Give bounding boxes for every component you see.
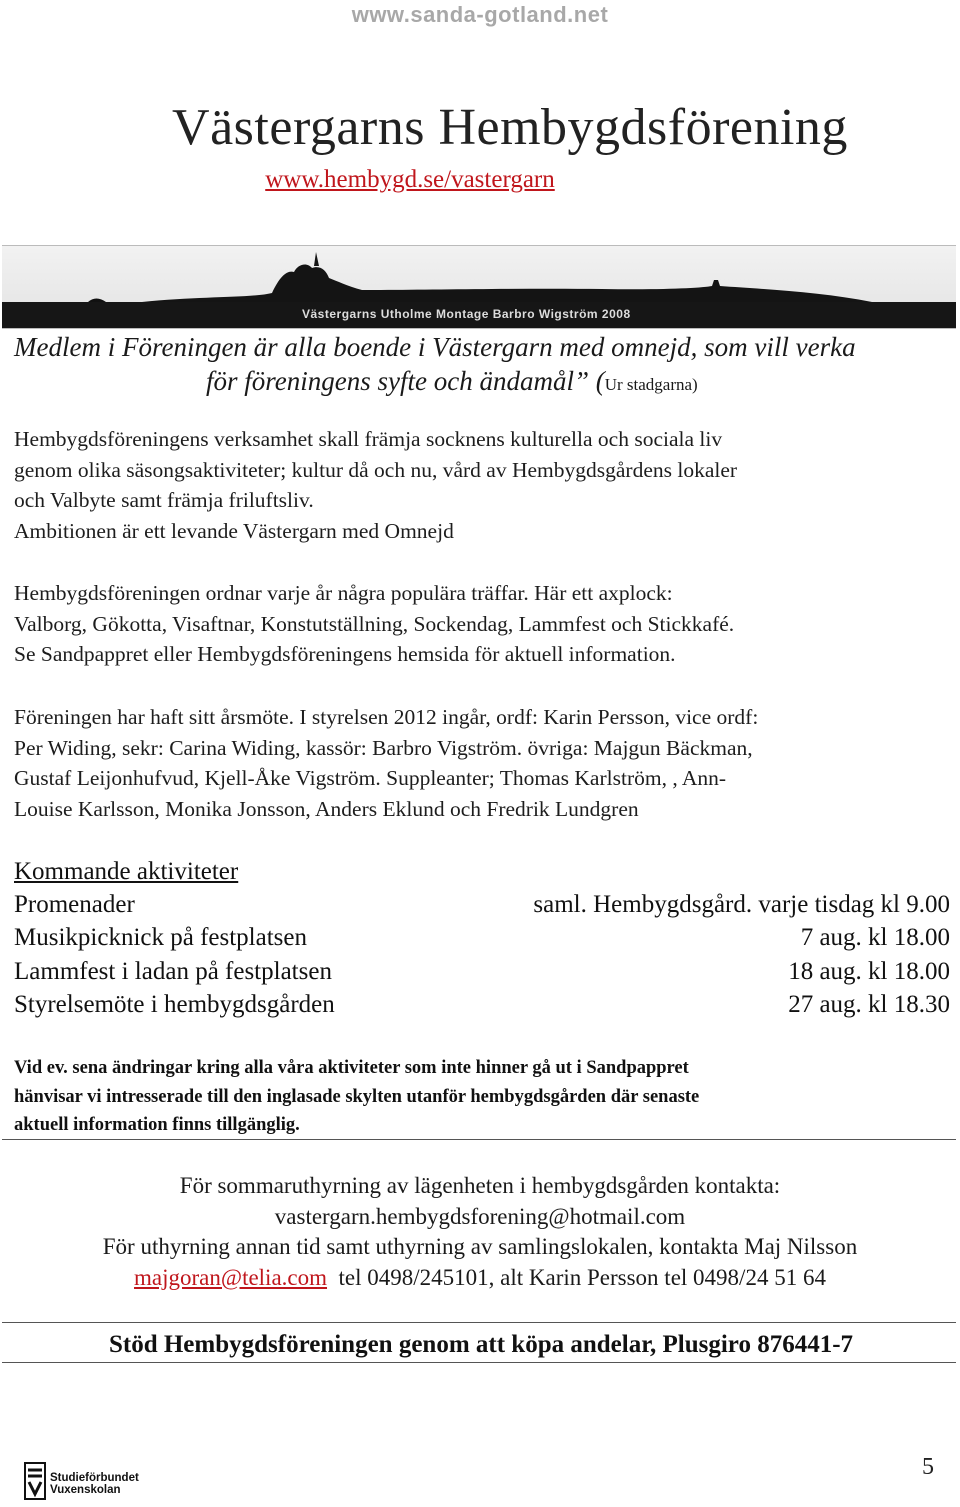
activity-row (14, 888, 950, 922)
activity-name: Lammfest i ladan på festplatsen (14, 957, 332, 985)
quote-source: Ur stadgarna) (604, 375, 698, 394)
support-text: Stöd Hembygdsföreningen genom att köpa andelar, Plusgiro 876441-7 (108, 1331, 854, 1358)
membership-quote (14, 330, 954, 402)
text-line: Louise Karlsson, Monika Jonsson, Anders Eklund och Fredrik Lundgren (14, 796, 639, 821)
activity-time: saml. Hembygdsgård. varje tisdag kl 9.00 (533, 890, 950, 918)
paragraph-board (14, 702, 949, 824)
activity-name: Styrelsemöte i hembygdsgården (14, 991, 335, 1019)
text-line: Per Widing, sekr: Carina Widing, kassör: Barbro Vigström. övriga: Majgun Bäckman, (14, 735, 753, 760)
text-line: För sommaruthyrning av lägenheten i hembygdsgården kontakta: (179, 1173, 781, 1198)
text-line: Föreningen har haft sitt årsmöte. I styrelsen 2012 ingår, ordf: Karin Persson, vice ordf: (14, 705, 759, 729)
text-line: Gustaf Leijonhufvud, Kjell-Åke Vigström. Suppleanter; Thomas Karlström, , Ann- (14, 766, 727, 790)
activities-table (14, 888, 950, 1022)
paragraph-purpose (14, 424, 949, 546)
text-line: Hembygdsföreningen ordnar varje år några populära träffar. Här ett axplock: (14, 581, 673, 605)
text-line: Vid ev. sena ändringar kring alla våra aktiviteter som inte hinner gå ut i Sandpappret (14, 1058, 689, 1078)
banner-caption: Västergarns Utholme Montage Barbro Wigström 2008 (302, 307, 631, 321)
changes-note (14, 1054, 944, 1140)
rental-email[interactable]: vastergarn.hembygdsforening@hotmail.com (274, 1203, 686, 1229)
text-line (0, 1263, 960, 1294)
text-line: och Valbyte samt främja friluftsliv. (14, 488, 314, 512)
page-number: 5 (922, 1454, 934, 1480)
website-link[interactable]: www.hembygd.se/vastergarn (265, 166, 555, 193)
activity-time: 18 aug. kl 18.00 (788, 957, 950, 985)
text-line: Se Sandpappret eller Hembygdsföreningens hemsida för aktuell information. (14, 642, 676, 666)
logo-icon (24, 1462, 48, 1502)
paragraph-events (14, 578, 949, 670)
landscape-banner (2, 245, 956, 329)
text-line: hänvisar vi intresserade till den inglasade skylten utanför hembygdsgården där senaste (14, 1086, 700, 1107)
phone-text: tel 0498/245101, alt Karin Persson tel 0498/24 51 64 (327, 1264, 826, 1290)
quote-line (14, 364, 954, 402)
activity-row (14, 922, 950, 956)
divider (2, 1322, 956, 1323)
quote-line-text: för föreningens syfte och ändamål” ( (206, 366, 605, 396)
activities-heading: Kommande aktiviteter (14, 858, 239, 885)
logo-line: Studieförbundet (50, 1472, 139, 1484)
text-line: För uthyrning annan tid samt uthyrning av samlingslokalen, kontakta Maj Nilsson (102, 1234, 858, 1259)
activity-name: Musikpicknick på festplatsen (14, 924, 307, 952)
text-line: genom olika säsongsaktiviteter; kultur då och nu, vård av Hembygdsgårdens lokaler (14, 457, 738, 482)
site-url[interactable]: www.sanda-gotland.net (351, 2, 609, 27)
contact-email-link[interactable]: majgoran@telia.com (134, 1264, 328, 1290)
text-line: Valborg, Gökotta, Visaftnar, Konstutställning, Sockendag, Lammfest och Stickkafé. (14, 611, 735, 636)
text-line: aktuell information finns tillgänglig. (14, 1115, 300, 1135)
studieforbundet-logo (24, 1462, 164, 1502)
activity-time: 7 aug. kl 18.00 (800, 924, 950, 952)
page-title: Västergarns Hembygdsförening (172, 99, 848, 156)
quote-line: Medlem i Föreningen är alla boende i Västergarn med omnejd, som vill verka (14, 332, 856, 362)
activity-row (14, 989, 950, 1023)
activity-time: 27 aug. kl 18.30 (788, 991, 950, 1019)
logo-text (50, 1472, 139, 1496)
logo-line: Vuxenskolan (50, 1484, 121, 1496)
divider (2, 1139, 956, 1140)
text-line: Hembygdsföreningens verksamhet skall främja socknens kulturella och sociala liv (14, 427, 723, 451)
rental-info (0, 1171, 960, 1293)
activity-row (14, 955, 950, 989)
text-line: Ambitionen är ett levande Västergarn med Omnejd (14, 518, 454, 543)
activity-name: Promenader (14, 890, 135, 918)
divider (2, 1362, 956, 1363)
